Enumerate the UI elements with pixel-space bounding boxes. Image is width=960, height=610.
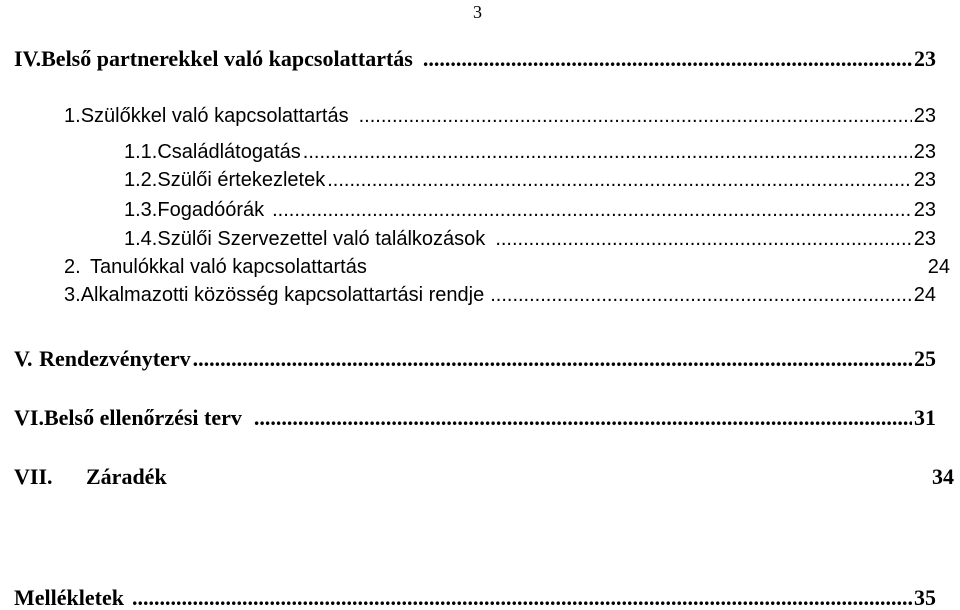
toc-entry-2[interactable]: [64, 257, 950, 277]
toc-entry-3[interactable]: [64, 285, 936, 305]
toc-title: Szülői Szervezettel való találkozások: [157, 228, 486, 250]
toc-entry-mellekletek[interactable]: [14, 587, 936, 609]
toc-number: 1.4.: [124, 228, 158, 250]
dot-leader: [132, 587, 912, 609]
toc-title: Mellékletek: [14, 585, 124, 610]
toc-entry-v[interactable]: [14, 348, 936, 370]
toc-title: Családlátogatás: [157, 141, 301, 163]
dot-leader: [490, 285, 912, 305]
toc-number: 2.: [64, 256, 81, 278]
dot-leader: [423, 48, 912, 70]
toc-title: Szülői értekezletek: [157, 169, 326, 191]
toc-number: VII.: [14, 464, 53, 489]
toc-number: 1.: [64, 105, 81, 127]
toc-page-number: 24: [927, 256, 950, 278]
toc-entry-1-2[interactable]: [124, 170, 936, 190]
toc-number: VI.: [14, 405, 44, 430]
dot-leader: [272, 200, 912, 220]
toc-number: 3.: [64, 284, 81, 306]
toc-number: 1.1.: [124, 141, 158, 163]
page-number: 3: [473, 2, 482, 22]
toc-title: Belső partnerekkel való kapcsolattartás: [41, 46, 413, 71]
toc-entry-vi[interactable]: [14, 407, 936, 429]
dot-leader: [193, 348, 912, 370]
toc-entry-1-4[interactable]: [124, 229, 936, 249]
toc-entry-1-3[interactable]: [124, 200, 936, 220]
toc-title: Tanulókkal való kapcsolattartás: [90, 256, 367, 278]
toc-entry-1-1[interactable]: [124, 142, 936, 162]
toc-page-number: 23: [913, 199, 936, 221]
dot-leader: [359, 106, 912, 126]
toc-title: Szülőkkel való kapcsolattartás: [80, 105, 349, 127]
toc-page-number: 23: [913, 141, 936, 163]
toc-title: Belső ellenőrzési terv: [43, 405, 242, 430]
toc-number: IV.: [14, 46, 42, 71]
toc-page-number: 25: [914, 346, 936, 371]
toc-page-number: 31: [914, 405, 936, 430]
toc-number: 1.2.: [124, 169, 158, 191]
toc-title: Fogadóórák: [157, 199, 265, 221]
toc-page-number: 23: [913, 169, 936, 191]
toc-page-number: 23: [913, 105, 936, 127]
toc-page-number: 23: [914, 46, 936, 71]
toc-page-number: 24: [913, 284, 936, 306]
dot-leader: [254, 407, 912, 429]
toc-number: V.: [14, 346, 33, 371]
dot-leader: [303, 142, 912, 162]
toc-title: Rendezvényterv: [39, 346, 191, 371]
toc-entry-1[interactable]: [64, 106, 936, 126]
toc-entry-iv[interactable]: [14, 48, 936, 70]
toc-number: 1.3.: [124, 199, 158, 221]
toc-page-number: 23: [913, 228, 936, 250]
toc-title: Alkalmazotti közösség kapcsolattartási rendje: [80, 284, 485, 306]
dot-leader: [495, 229, 911, 249]
toc-page-number: 35: [914, 585, 936, 610]
toc-entry-vii[interactable]: [14, 466, 954, 488]
toc-page-number: 34: [932, 464, 954, 489]
dot-leader: [327, 170, 912, 190]
toc-title: Záradék: [86, 464, 167, 489]
